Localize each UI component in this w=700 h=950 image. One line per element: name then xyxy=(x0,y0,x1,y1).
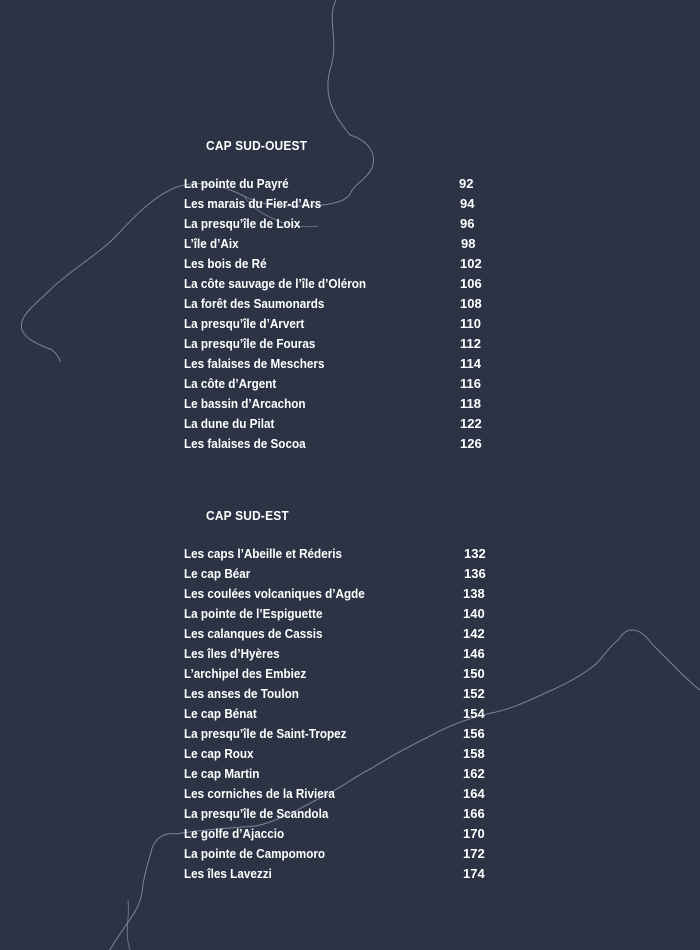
toc-entry-label: Les îles d’Hyères xyxy=(184,646,280,661)
toc-entry-page: 154 xyxy=(463,706,485,721)
toc-entry-label: Les falaises de Socoa xyxy=(184,436,306,451)
toc-entry-page: 170 xyxy=(463,826,485,841)
toc-entry-label: La pointe du Payré xyxy=(184,176,289,191)
toc-entry-label: La pointe de Campomoro xyxy=(184,846,326,861)
toc-entry-label: Le bassin d’Arcachon xyxy=(184,396,306,411)
toc-entry[interactable] xyxy=(184,544,486,564)
toc-entry-page: 122 xyxy=(460,416,482,431)
toc-entry-page: 108 xyxy=(460,296,482,311)
toc-entry[interactable] xyxy=(184,294,482,314)
toc-entry-label: Les corniches de la Riviera xyxy=(184,786,335,801)
toc-entry[interactable] xyxy=(184,624,485,644)
toc-entry[interactable] xyxy=(184,604,485,624)
toc-entry[interactable] xyxy=(184,804,485,824)
toc-entry[interactable] xyxy=(184,334,481,354)
toc-entry[interactable] xyxy=(184,174,474,194)
toc-entry-page: 94 xyxy=(460,196,475,211)
toc-entry-label: Le cap Béar xyxy=(184,566,251,581)
toc-entry[interactable] xyxy=(184,784,485,804)
toc-entry-page: 136 xyxy=(464,566,486,581)
toc-entry-page: 164 xyxy=(463,786,485,801)
toc-entry-label: La presqu’île de Loix xyxy=(184,216,301,231)
toc-entry-label: Les calanques de Cassis xyxy=(184,626,323,641)
toc-entry-page: 158 xyxy=(463,746,485,761)
toc-entry-label: L’île d’Aix xyxy=(184,236,239,251)
toc-entry-label: La côte d’Argent xyxy=(184,376,277,391)
toc-entry[interactable] xyxy=(184,374,481,394)
toc-entry-page: 138 xyxy=(463,586,485,601)
toc-list-sud-est xyxy=(184,544,486,884)
toc-entry[interactable] xyxy=(184,764,485,784)
toc-entry[interactable] xyxy=(184,724,485,744)
toc-entry-page: 114 xyxy=(460,356,481,371)
toc-entry-page: 140 xyxy=(463,606,485,621)
toc-entry[interactable] xyxy=(184,684,485,704)
toc-entry-label: Les caps l’Abeille et Réderis xyxy=(184,546,343,561)
toc-entry-label: Les bois de Ré xyxy=(184,256,267,271)
toc-entry[interactable] xyxy=(184,414,482,434)
toc-entry-label: Le golfe d’Ajaccio xyxy=(184,826,285,841)
toc-entry[interactable] xyxy=(184,314,481,334)
toc-entry-page: 152 xyxy=(463,686,485,701)
toc-list-sud-ouest xyxy=(184,174,482,454)
toc-entry-page: 126 xyxy=(460,436,482,451)
toc-entry-label: La dune du Pilat xyxy=(184,416,275,431)
toc-entry-page: 98 xyxy=(461,236,476,251)
toc-entry-page: 172 xyxy=(463,846,485,861)
section-title-sud-ouest: CAP SUD-OUEST xyxy=(206,138,308,153)
toc-entry[interactable] xyxy=(184,844,485,864)
section-title-sud-est: CAP SUD-EST xyxy=(206,508,289,523)
toc-entry-label: Les îles Lavezzi xyxy=(184,866,272,881)
toc-entry[interactable] xyxy=(184,824,485,844)
toc-entry-page: 162 xyxy=(463,766,485,781)
toc-entry-page: 112 xyxy=(460,336,481,351)
toc-entry[interactable] xyxy=(184,864,485,884)
toc-entry-label: Le cap Roux xyxy=(184,746,254,761)
toc-entry-label: La presqu’île de Saint-Tropez xyxy=(184,726,347,741)
toc-entry-page: 110 xyxy=(460,316,481,331)
toc-entry[interactable] xyxy=(184,434,482,454)
toc-entry-label: Les anses de Toulon xyxy=(184,686,299,701)
toc-entry[interactable] xyxy=(184,354,481,374)
toc-entry[interactable] xyxy=(184,564,486,584)
toc-entry-label: Les marais du Fier-d’Ars xyxy=(184,196,322,211)
toc-entry-label: La presqu’île de Scandola xyxy=(184,806,329,821)
toc-entry-page: 142 xyxy=(463,626,485,641)
toc-entry-label: La côte sauvage de l’île d’Oléron xyxy=(184,276,367,291)
toc-entry-label: L’archipel des Embiez xyxy=(184,666,307,681)
toc-entry[interactable] xyxy=(184,274,482,294)
toc-entry[interactable] xyxy=(184,644,485,664)
toc-entry[interactable] xyxy=(184,584,485,604)
toc-entry-page: 92 xyxy=(459,176,474,191)
toc-entry-page: 150 xyxy=(463,666,485,681)
toc-entry-label: La presqu’île d’Arvert xyxy=(184,316,305,331)
toc-entry[interactable] xyxy=(184,394,481,414)
toc-entry-label: Les falaises de Meschers xyxy=(184,356,325,371)
toc-entry[interactable] xyxy=(184,234,476,254)
toc-entry[interactable] xyxy=(184,254,482,274)
toc-entry[interactable] xyxy=(184,214,475,234)
toc-entry-page: 156 xyxy=(463,726,485,741)
toc-entry[interactable] xyxy=(184,744,485,764)
toc-entry-page: 106 xyxy=(460,276,482,291)
toc-entry-label: La presqu’île de Fouras xyxy=(184,336,316,351)
toc-entry-label: Le cap Martin xyxy=(184,766,260,781)
toc-entry-page: 174 xyxy=(463,866,485,881)
toc-entry[interactable] xyxy=(184,704,485,724)
toc-entry[interactable] xyxy=(184,194,475,214)
toc-entry-page: 116 xyxy=(460,376,481,391)
toc-entry-page: 166 xyxy=(463,806,485,821)
toc-entry-label: La pointe de l’Espiguette xyxy=(184,606,323,621)
toc-entry-page: 102 xyxy=(460,256,482,271)
toc-entry-label: La forêt des Saumonards xyxy=(184,296,325,311)
toc-entry-label: Le cap Bénat xyxy=(184,706,257,721)
toc-entry-page: 118 xyxy=(460,396,481,411)
toc-entry-page: 96 xyxy=(460,216,475,231)
toc-entry-page: 132 xyxy=(464,546,486,561)
toc-entry-label: Les coulées volcaniques d’Agde xyxy=(184,586,365,601)
toc-entry[interactable] xyxy=(184,664,485,684)
toc-entry-page: 146 xyxy=(463,646,485,661)
